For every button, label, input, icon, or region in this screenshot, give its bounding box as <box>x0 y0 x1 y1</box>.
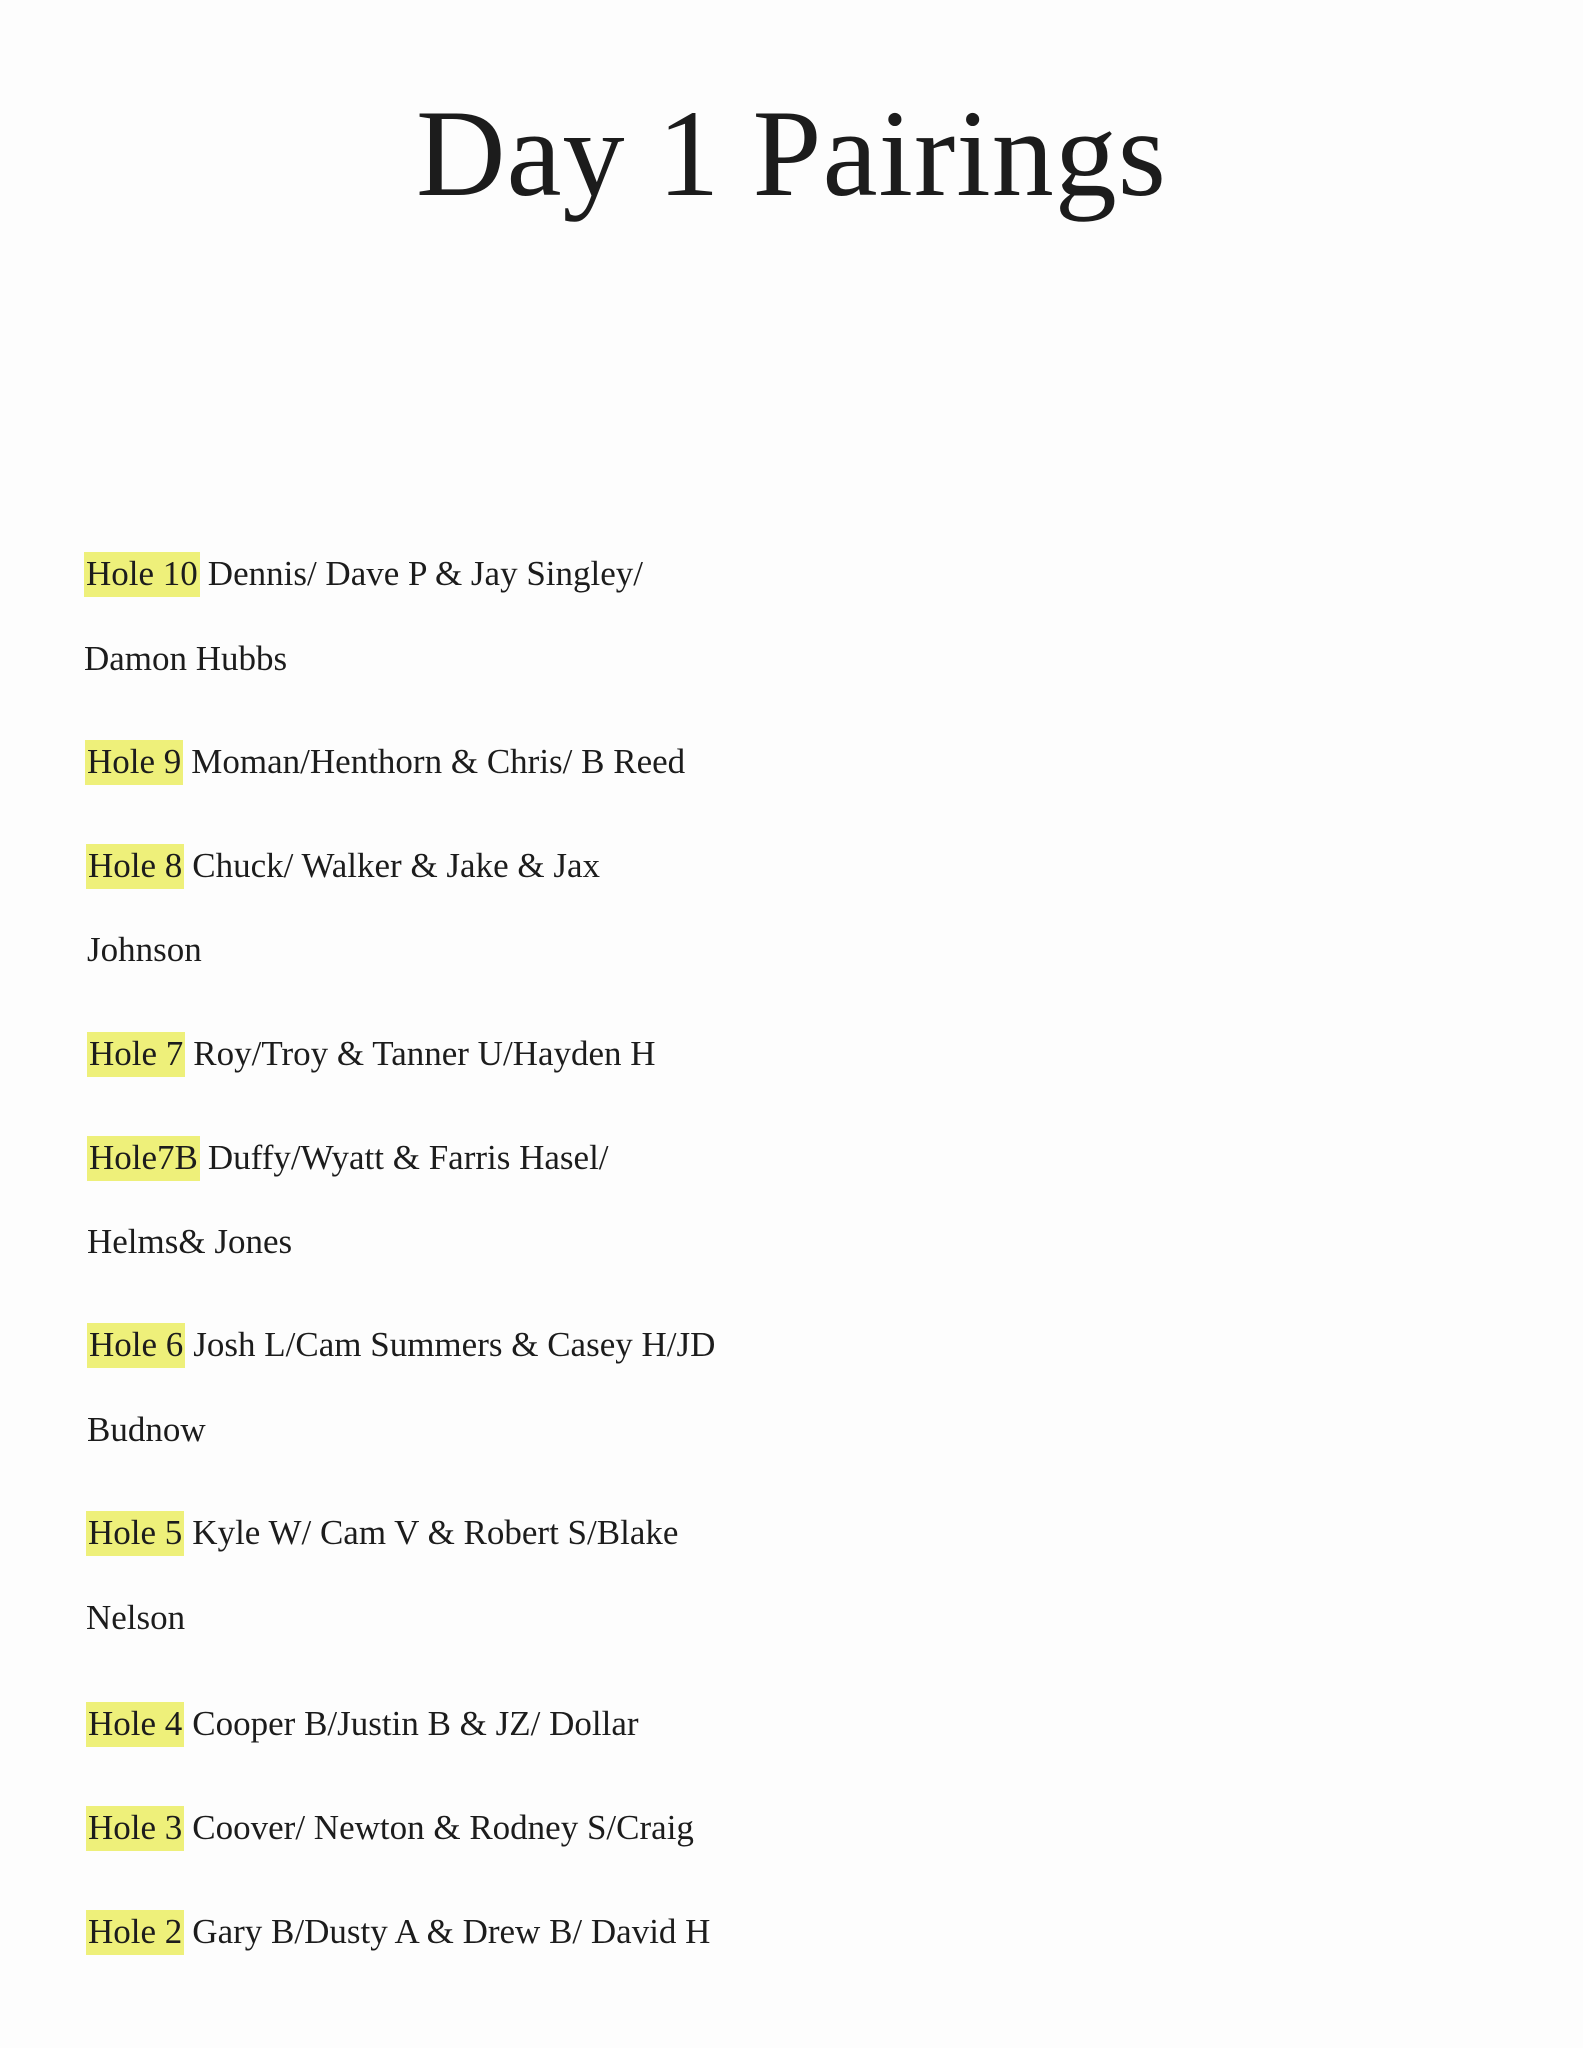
pairing-text: Chuck/ Walker & Jake & Jax <box>192 846 600 885</box>
hole-label-highlight: Hole 2 <box>86 1910 184 1955</box>
pairing-hole-5-line-1 <box>86 1515 678 1550</box>
hole-label-highlight: Hole 3 <box>86 1806 184 1851</box>
pairing-text: Dennis/ Dave P & Jay Singley/ <box>207 554 643 593</box>
pairing-hole-7b-line-1 <box>87 1140 609 1175</box>
pairing-hole-6-line-2: Budnow <box>87 1410 206 1449</box>
pairing-text: Coover/ Newton & Rodney S/Craig <box>192 1808 694 1847</box>
pairing-hole-3-line-1 <box>86 1810 694 1845</box>
pairing-hole-5-line-2: Nelson <box>86 1598 186 1637</box>
pairing-text: Duffy/Wyatt & Farris Hasel/ <box>207 1138 609 1177</box>
pairing-hole-7b-line-2: Helms& Jones <box>87 1222 293 1261</box>
page-title: Day 1 Pairings <box>415 85 1168 222</box>
pairing-hole-6-line-1 <box>87 1327 715 1362</box>
pairing-text: Gary B/Dusty A & Drew B/ David H <box>192 1912 711 1951</box>
pairing-text: Josh L/Cam Summers & Casey H/JD <box>193 1325 716 1364</box>
pairing-hole-10-line-2: Damon Hubbs <box>84 639 288 678</box>
pairing-text: Moman/Henthorn & Chris/ B Reed <box>191 742 686 781</box>
hole-label-highlight: Hole 4 <box>86 1702 184 1747</box>
pairing-hole-2-line-1 <box>86 1914 710 1949</box>
pairing-hole-8-line-2: Johnson <box>87 930 202 969</box>
hole-label-highlight: Hole 7 <box>87 1032 185 1077</box>
hole-label-highlight: Hole 6 <box>87 1323 185 1368</box>
hole-label-highlight: Hole 8 <box>86 844 184 889</box>
pairing-text: Cooper B/Justin B & JZ/ Dollar <box>192 1704 639 1743</box>
pairing-hole-10-line-1 <box>84 556 643 591</box>
pairing-text: Kyle W/ Cam V & Robert S/Blake <box>192 1513 679 1552</box>
hole-label-highlight: Hole7B <box>87 1136 200 1181</box>
hole-label-highlight: Hole 5 <box>86 1511 184 1556</box>
pairing-hole-8-line-1 <box>86 848 600 883</box>
hole-label-highlight: Hole 10 <box>84 552 200 597</box>
pairing-hole-7-line-1 <box>87 1036 656 1071</box>
pairing-hole-4-line-1 <box>86 1706 639 1741</box>
pairing-hole-9-line-1 <box>85 744 685 779</box>
hole-label-highlight: Hole 9 <box>85 740 183 785</box>
pairing-text: Roy/Troy & Tanner U/Hayden H <box>193 1034 656 1073</box>
